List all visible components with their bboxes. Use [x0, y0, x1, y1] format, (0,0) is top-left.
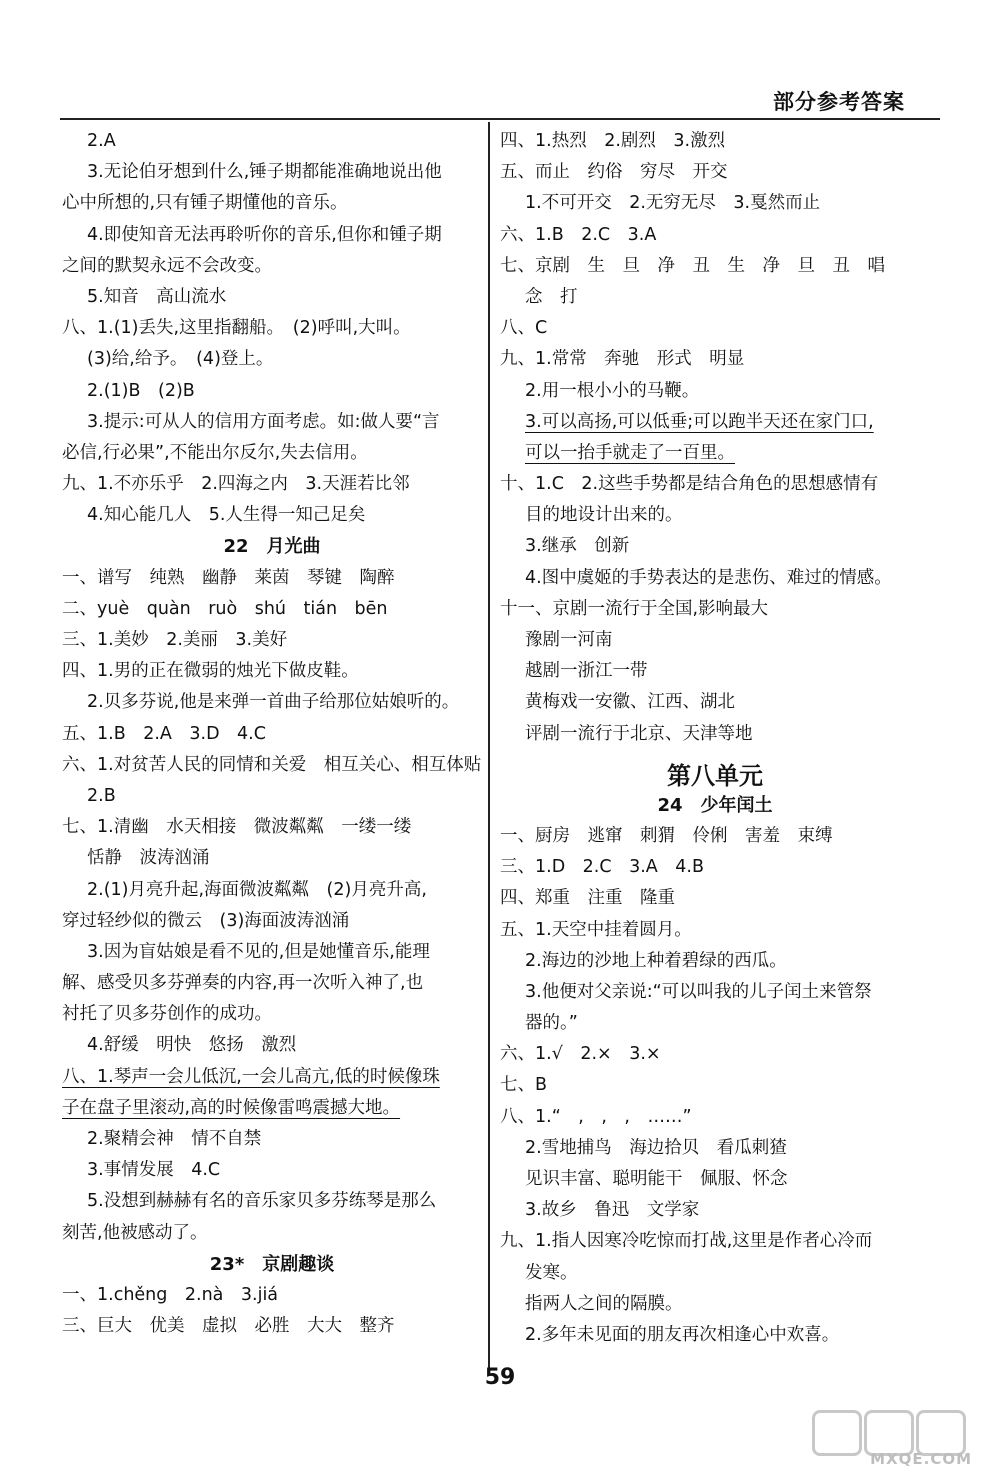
answer-text: 评剧一流行于北京、天津等地 — [525, 723, 753, 744]
answer-text: 黄梅戏一安徽、江西、湖北 — [525, 692, 735, 713]
answer-text: 22 月光曲 — [223, 536, 321, 558]
answer-text: 豫剧一河南 — [525, 630, 613, 650]
answer-line — [500, 977, 930, 1008]
answer-line — [500, 1070, 930, 1101]
answer-text: 三、1.美妙 2.美丽 3.美好 — [62, 630, 288, 650]
answer-line — [500, 407, 930, 438]
answer-text: 3.无论伯牙想到什么,锤子期都能准确地说出他 — [87, 162, 442, 183]
watermark-text: MXQE.COM — [870, 1450, 972, 1468]
answer-line — [500, 126, 930, 157]
answer-line — [62, 1311, 482, 1342]
answer-line — [500, 1226, 930, 1257]
answer-line — [62, 376, 482, 407]
answer-text: 2.(1)B (2)B — [87, 380, 195, 401]
answer-line — [62, 812, 482, 843]
answer-line — [62, 500, 482, 531]
answer-line — [500, 687, 930, 718]
column-divider — [488, 122, 490, 1372]
answer-text: 四、郑重 注重 隆重 — [500, 888, 675, 909]
answer-text: 三、巨大 优美 虚拟 必胜 大大 整齐 — [62, 1316, 395, 1337]
answer-text: 2.雪地捕鸟 海边拾贝 看瓜刺猹 — [525, 1137, 787, 1158]
answer-text: 三、1.D 2.C 3.A 4.B — [500, 857, 704, 878]
answer-text: 3.继承 创新 — [525, 536, 630, 557]
answer-text: 子在盘子里滚动,高的时候像雷鸣震撼大地。 — [62, 1097, 401, 1118]
answer-text: 2.海边的沙地上种着碧绿的西瓜。 — [525, 950, 787, 971]
answer-text: 八、C — [500, 318, 548, 339]
answer-text: 见识丰富、聪明能干 佩服、怀念 — [525, 1169, 788, 1189]
answer-text: 4.知心能几人 5.人生得一知己足矣 — [87, 505, 366, 526]
answer-line — [62, 875, 482, 906]
answer-text: 3.故乡 鲁迅 文学家 — [525, 1200, 700, 1221]
answer-line — [62, 594, 482, 625]
answer-text: 衬托了贝多芬创作的成功。 — [62, 1004, 272, 1025]
answer-text: 2.聚精会神 情不自禁 — [87, 1129, 262, 1149]
answer-text: 十、1.C 2.这些手势都是结合角色的思想感情有 — [500, 474, 879, 495]
page-number: 59 — [484, 1365, 516, 1390]
answer-line — [62, 251, 482, 282]
answer-text: 3.事情发展 4.C — [87, 1160, 221, 1181]
section-title — [62, 531, 482, 562]
answer-line — [62, 469, 482, 500]
answer-line — [62, 407, 482, 438]
answer-line — [500, 1164, 930, 1195]
answer-line — [500, 188, 930, 219]
answer-text: 目的地设计出来的。 — [525, 505, 683, 526]
answer-line — [500, 1133, 930, 1164]
answer-text: 穿过轻纱似的微云 (3)海面波涛汹涌 — [62, 910, 350, 931]
answer-text: 之间的默契永远不会改变。 — [62, 255, 272, 276]
right-column — [500, 126, 930, 1351]
answer-line — [500, 251, 930, 282]
answer-text: 2.B — [87, 785, 116, 806]
answer-text: 3.提示:可从人的信用方面考虑。如:做人要“言 — [87, 411, 440, 432]
answer-line — [500, 469, 930, 500]
answer-line — [500, 531, 930, 562]
answer-text: 一、谱写 纯熟 幽静 莱茵 琴键 陶醉 — [62, 567, 395, 588]
answer-line — [500, 946, 930, 977]
answer-text: 4.舒缓 明快 悠扬 激烈 — [87, 1035, 297, 1056]
answer-line — [62, 313, 482, 344]
answer-text: 可以一抬手就走了一百里。 — [525, 442, 735, 463]
answer-line — [62, 937, 482, 968]
answer-text: 四、1.男的正在微弱的烛光下做皮鞋。 — [62, 661, 359, 682]
answer-line — [500, 821, 930, 852]
answer-line — [500, 220, 930, 251]
answer-line — [500, 656, 930, 687]
answer-line — [500, 563, 930, 594]
answer-line — [500, 500, 930, 531]
answer-text: 4.即使知音无法再聆听你的音乐,但你和锺子期 — [87, 224, 442, 245]
answer-line — [500, 157, 930, 188]
answer-text: 越剧一浙江一带 — [525, 661, 648, 682]
answer-line — [62, 282, 482, 313]
answer-line — [500, 1102, 930, 1133]
answer-text: 2.多年未见面的朋友再次相逢心中欢喜。 — [525, 1324, 840, 1345]
answer-line — [500, 1195, 930, 1226]
answer-text: 24 少年闰土 — [657, 794, 773, 816]
answer-line — [500, 719, 930, 750]
answer-text: 5.知音 高山流水 — [87, 286, 227, 307]
answer-text: 五、而止 约俗 穷尽 开交 — [500, 162, 728, 183]
answer-line — [62, 843, 482, 874]
answer-line — [500, 282, 930, 313]
answer-text: 二、yuè quàn ruò shú tián bēn — [62, 598, 388, 619]
answer-line — [500, 915, 930, 946]
answer-text: (3)给,给予。 (4)登上。 — [87, 349, 274, 370]
answer-line — [62, 344, 482, 375]
answer-text: 2.用一根小小的马鞭。 — [525, 380, 700, 401]
answer-text: 六、1.B 2.C 3.A — [500, 224, 657, 245]
answer-text: 器的。” — [525, 1013, 578, 1034]
answer-line — [62, 563, 482, 594]
answer-text: 七、1.清幽 水天相接 微波粼粼 一缕一缕 — [62, 817, 412, 838]
answer-line — [62, 1062, 482, 1093]
section-title — [62, 1249, 482, 1280]
answer-text: 指两人之间的隔膜。 — [525, 1293, 683, 1314]
answer-text: 一、厨房 逃窜 刺猬 伶俐 害羞 束缚 — [500, 825, 833, 846]
answer-line — [500, 883, 930, 914]
answer-text: 3.因为盲姑娘是看不见的,但是她懂音乐,能理 — [87, 941, 430, 962]
answer-text: 九、1.常常 奔驰 形式 明显 — [500, 349, 745, 370]
answer-text: 五、1.B 2.A 3.D 4.C — [62, 723, 266, 744]
left-column — [62, 126, 482, 1342]
answer-text: 八、1.“ , , , ……” — [500, 1106, 692, 1127]
answer-text: 2.贝多芬说,他是来弹一首曲子给那位姑娘听的。 — [87, 692, 460, 713]
answer-line — [500, 1039, 930, 1070]
answer-line — [62, 968, 482, 999]
answer-line — [500, 1289, 930, 1320]
answer-line — [500, 852, 930, 883]
answer-text: 六、1.√ 2.× 3.× — [500, 1044, 661, 1065]
header-rule — [60, 118, 940, 120]
answer-line — [500, 376, 930, 407]
answer-text: 八、1.(1)丢失,这里指翻船。 (2)呼叫,大叫。 — [62, 318, 411, 339]
answer-line — [62, 1280, 482, 1311]
answer-line — [62, 999, 482, 1030]
answer-line — [500, 1320, 930, 1351]
answer-text: 一、1.chěng 2.nà 3.jiá — [62, 1284, 279, 1305]
answer-text: 心中所想的,只有锺子期懂他的音乐。 — [62, 193, 348, 214]
answer-line — [62, 656, 482, 687]
page-header-title: 部分参考答案 — [773, 90, 905, 114]
answer-line — [62, 687, 482, 718]
answer-text: 七、B — [500, 1075, 548, 1096]
answer-text: 六、1.对贫苦人民的同情和关爱 相互关心、相互体贴 — [62, 754, 482, 775]
answer-line — [500, 313, 930, 344]
answer-text: 2.(1)月亮升起,海面微波粼粼 (2)月亮升高, — [87, 879, 427, 900]
answer-text: 4.图中虞姬的手势表达的是悲伤、难过的情感。 — [525, 567, 892, 588]
answer-line — [500, 594, 930, 625]
answer-line — [62, 188, 482, 219]
answer-text: 3.他便对父亲说:“可以叫我的儿子闰土来管祭 — [525, 981, 872, 1002]
answer-line — [500, 438, 930, 469]
answer-line — [62, 1186, 482, 1217]
answer-line — [500, 344, 930, 375]
answer-line — [62, 1155, 482, 1186]
answer-line — [62, 906, 482, 937]
answer-text: 1.不可开交 2.无穷无尽 3.戛然而止 — [525, 193, 821, 214]
answer-text: 刻苦,他被感动了。 — [62, 1222, 208, 1243]
answer-text: 九、1.不亦乐乎 2.四海之内 3.天涯若比邻 — [62, 474, 410, 495]
answer-line — [62, 719, 482, 750]
answer-text: 2.A — [87, 131, 116, 151]
unit-title — [500, 750, 930, 790]
answer-text: 五、1.天空中挂着圆月。 — [500, 919, 692, 940]
answer-text: 十一、京剧一流行于全国,影响最大 — [500, 598, 769, 619]
section-title — [500, 790, 930, 821]
answer-line — [62, 781, 482, 812]
answer-text: 四、1.热烈 2.剧烈 3.激烈 — [500, 131, 726, 151]
answer-text: 恬静 波涛汹涌 — [87, 848, 210, 869]
answer-text: 5.没想到赫赫有名的音乐家贝多芬练琴是那么 — [87, 1191, 437, 1212]
answer-line — [62, 438, 482, 469]
answer-text: 23* 京剧趣谈 — [209, 1253, 335, 1275]
answer-text: 解、感受贝多芬弹奏的内容,再一次听入神了,也 — [62, 973, 424, 994]
answer-text: 第八单元 — [667, 761, 763, 790]
answer-line — [500, 1008, 930, 1039]
answer-line — [62, 1093, 482, 1124]
answer-text: 八、1.琴声一会儿低沉,一会儿高亢,低的时候像珠 — [62, 1066, 440, 1087]
answer-text: 念 打 — [525, 286, 578, 307]
answer-line — [62, 126, 482, 157]
answer-line — [62, 1218, 482, 1249]
answer-line — [62, 157, 482, 188]
answer-line — [62, 220, 482, 251]
answer-text: 发寒。 — [525, 1262, 578, 1283]
answer-line — [62, 1030, 482, 1061]
answer-text: 3.可以高扬,可以低垂;可以跑半天还在家门口, — [525, 411, 874, 432]
answer-line — [62, 625, 482, 656]
answer-text: 九、1.指人因寒冷吃惊而打战,这里是作者心冷而 — [500, 1231, 873, 1252]
answer-line — [62, 1124, 482, 1155]
watermark-logo — [752, 1410, 972, 1468]
answer-text: 必信,行必果”,不能出尔反尔,失去信用。 — [62, 442, 368, 463]
answer-line — [500, 625, 930, 656]
answer-text: 七、京剧 生 旦 净 丑 生 净 旦 丑 唱 — [500, 255, 885, 276]
answer-line — [62, 750, 482, 781]
answer-line — [500, 1258, 930, 1289]
